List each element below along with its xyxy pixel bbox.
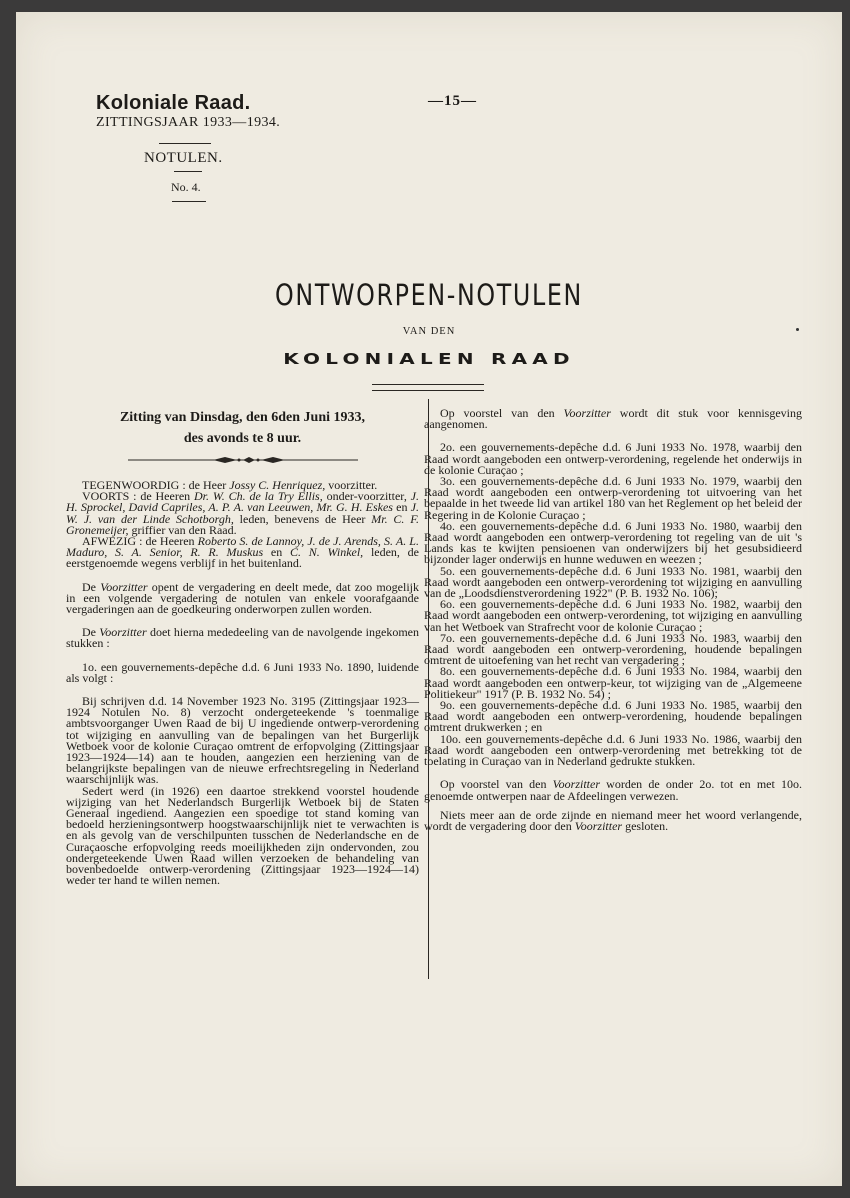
list-item-1: 1o. een gouvernements-depêche d.d. 6 Juni 1933 No. 1890, luidende als volgt : — [66, 659, 419, 685]
page-number: —15— — [428, 93, 477, 109]
header-rule — [159, 143, 211, 144]
van-den-label: VAN DEN — [402, 326, 456, 337]
letter-paragraph-2: Sedert werd (in 1926) een daartoe strekkend voorstel houdende wijziging van het Nederlandsch Burgerlijk Wetboek bij de Staten Generaal ingediend. Aangezien een spoedige tot stand koming van bedoeld herzieningsontwerp hoogstwaarschijnlijk niet te verwachten is en als gevolg van de verschilpunten tusschen de Nederlandsche en de Curaçaosche erfopvolging reeds moeilijkheden zijn ondervonden, zou ondergeteekende Uwen Raad willen verzoeken de behandeling van bovenbedoelde ontwerp-verordening (Zittingsjaar 1923—1924—14) weder ter hand te willen nemen. — [66, 783, 419, 888]
speck-mark — [796, 328, 799, 331]
left-column — [66, 400, 419, 887]
council-title: Koloniale Raad. — [96, 92, 251, 114]
list-item-3: 3o. een gouvernements-depêche d.d. 6 Juni 1933 No. 1979, waarbij den Raad wordt aangeboden een ontwerp-verordening tot uitvoering van het bepaalde in het tweede lid van artikel 180 van het Reglement op het beleid der Regering in de Kolonie Curaçao ; — [424, 474, 802, 522]
list-item-4: 4o. een gouvernements-depêche d.d. 6 Juni 1933 No. 1980, waarbij den Raad wordt aangeboden een ontwerp-verordening tot regeling van de uit 's Lands kas te kwijten pensioenen van onderwijzers bij het gesubsidieerd bijzonder lager onderwijs en hunne weduwen en weezen ; — [424, 518, 802, 567]
attendance-present: TEGENWOORDIG : de Heer Jossy C. Henriquez, voorzitter. — [82, 478, 378, 492]
council-name: KOLONIALEN RAAD — [283, 350, 575, 368]
ornament-icon — [118, 454, 368, 466]
main-title: ONTWORPEN-NOTULEN — [275, 278, 583, 312]
announcement-paragraph: De Voorzitter doet hierna mededeeling van de navolgende ingekomen stukken : — [66, 625, 419, 651]
closing-paragraph: Niets meer aan de orde zijnde en niemand meer het woord verlangende, wordt de vergadering door den Voorzitter gesloten. — [424, 807, 802, 833]
list-item-10: 10o. een gouvernements-depêche d.d. 6 Juni 1933 No. 1986, waarbij den Raad wordt aangeboden een ontwerp-verordening met betrekking tot de toelating in Curaçao van in Nederland gedrukte stukken. — [424, 731, 802, 769]
list-item-9: 9o. een gouvernements-depêche d.d. 6 Juni 1933 No. 1985, waarbij den Raad wordt aangeboden een ontwerp-verordening, houdende bepalingen omtrent drukwerken ; en — [424, 698, 802, 735]
letter-paragraph-1: Bij schrijven d.d. 14 November 1923 No. 3195 (Zittingsjaar 1923—1924 Notulen No. 8) verzocht ondergeteekende 's toenmalige ambtsvoorganger Uwen Raad de bij U ingediende ontwerp-verordening tot wijziging en aanvulling van de bepalingen van het Burgerlijk Wetboek voor de kolonie Curaçao omtrent de erfopvolging (Zittingsjaar 1923—1924—14) aan te houden, aangezien een herziening van de belangrijkste bepalingen van de nieuwe erfrechtsregeling in Nederland waarschijnlijk was. — [66, 694, 419, 787]
masthead-double-rule — [372, 384, 484, 391]
ornament-divider — [66, 454, 419, 468]
list-item-6: 6o. een gouvernements-depêche d.d. 6 Juni 1933 No. 1982, waarbij den Raad wordt aangeboden een ontwerp-verordening, tot wijziging en aanvulling van het Wetboek van Strafrecht voor de kolonie Curaçao ; — [424, 597, 802, 634]
list-item-8: 8o. een gouvernements-depêche d.d. 6 Juni 1933 No. 1984, waarbij den Raad wordt aangeboden een ontwerp-keur, tot wijziging van de „Algemeene Politiekeur" 1917 (P. B. 1932 No. 54) ; — [424, 664, 802, 701]
list-item-5: 5o. een gouvernements-depêche d.d. 6 Juni 1933 No. 1981, waarbij den Raad wordt aangeboden een ontwerp-verordening tot wijziging en aanvulling van de „Loodsdienstverordening 1922" (P. B. 1932 No. 106); — [424, 563, 802, 601]
notice-paragraph: Op voorstel van den Voorzitter wordt dit stuk voor kennisgeving aangenomen. — [424, 406, 802, 432]
list-item-2: 2o. een gouvernements-depêche d.d. 6 Juni 1933 No. 1978, waarbij den Raad wordt aangeboden een ontwerp-verordening, regelende het onderwijs in de kolonie Curaçao ; — [424, 440, 802, 477]
header-block — [96, 92, 326, 132]
number-rule — [172, 201, 206, 202]
referral-paragraph: Op voorstel van den Voorzitter worden de onder 2o. tot en met 10o. genoemde ontwerpen naar de Afdeelingen verwezen. — [424, 777, 803, 803]
notulen-number: No. 4. — [171, 180, 201, 194]
opening-paragraph: De Voorzitter opent de vergadering en deelt mede, dat zoo mogelijk in een volgende vergadering de notulen van enkele voorafgaande vergaderingen aan de goedkeuring onderworpen zullen worden. — [66, 579, 420, 617]
document-page — [16, 12, 842, 1186]
attendance-absent: AFWEZIG : de Heeren Roberto S. de Lannoy, J. de J. Arends, S. A. L. Maduro, S. A. Senior, R. R. Muskus en C. N. Winkel, leden, de eerstgenoemde wegens verblijf in het buitenland. — [66, 534, 420, 571]
notulen-label: NOTULEN. — [144, 150, 223, 166]
list-item-7: 7o. een gouvernements-depêche d.d. 6 Juni 1933 No. 1983, waarbij den Raad wordt aangeboden een ontwerp-verordening, houdende bepalingen omtrent de uitoefening van het recht van vergadering ; — [424, 630, 802, 668]
right-column — [424, 400, 802, 832]
session-heading-1: Zitting van Dinsdag, den 6den Juni 1933, — [119, 410, 366, 425]
notulen-rule — [174, 171, 202, 172]
attendance-voorts: VOORTS : de Heeren Dr. W. Ch. de la Try Ellis, onder-voorzitter, J. H. Sprockel, David Capriles, A. P. A. van Leeuwen, Mr. G. H. Eskes en J. W. J. van der Linde Schotborgh, leden, benevens de Heer Mr. C. F. Gronemeijer, griffier van den Raad. — [66, 489, 419, 537]
session-heading-2: des avonds te 8 uur. — [183, 431, 302, 446]
session-year: ZITTINGSJAAR 1933—1934. — [96, 115, 281, 130]
